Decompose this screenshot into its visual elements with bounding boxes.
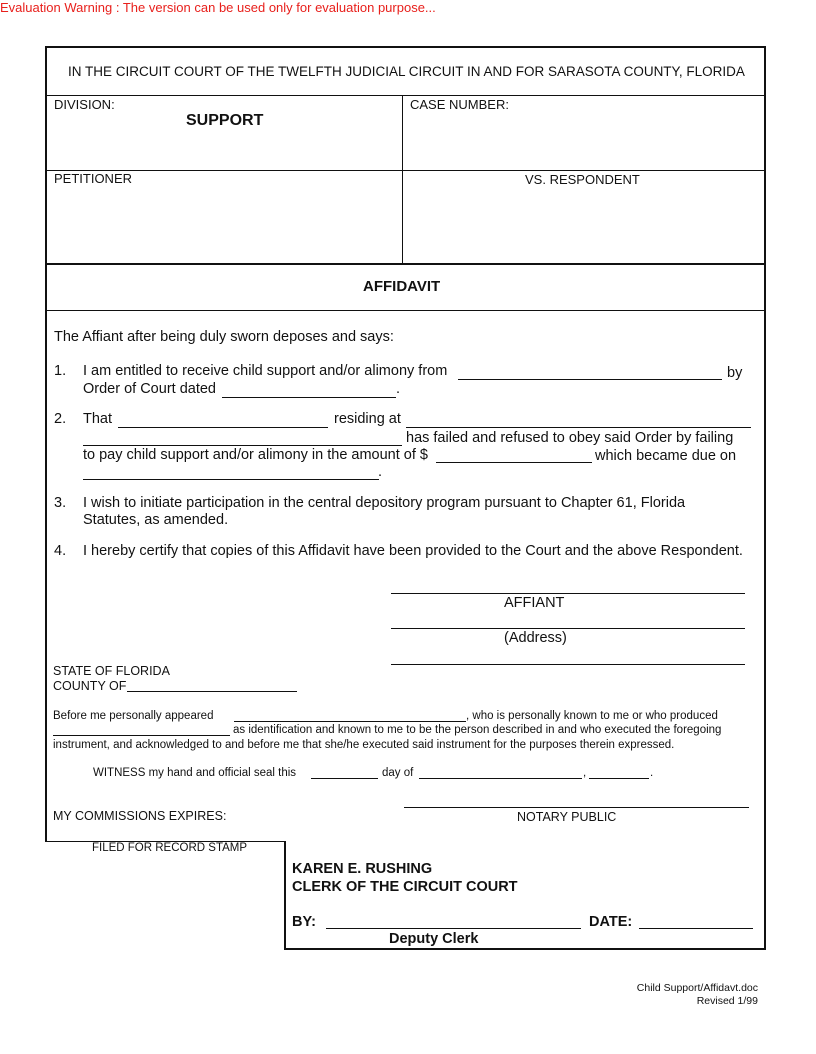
- state-label: STATE OF FLORIDA: [53, 664, 170, 678]
- intro-text: The Affiant after being duly sworn deposes and says:: [54, 329, 394, 345]
- division-label: DIVISION:: [54, 97, 115, 112]
- witness-comma: ,: [583, 767, 587, 779]
- notary-known: , who is personally known to me or who produced: [466, 710, 718, 722]
- item-2-number: 2.: [54, 411, 67, 427]
- by-label: BY:: [292, 914, 316, 930]
- due-date-blank[interactable]: [83, 479, 379, 480]
- notary-instrument: instrument, and acknowledged to and before me that she/he executed said instrument for the purposes therein expressed.: [53, 739, 675, 751]
- item-1-text: I am entitled to receive child support and/or alimony from: [83, 363, 448, 379]
- address-line-1[interactable]: [391, 628, 745, 629]
- item-3-text-2: Statutes, as amended.: [83, 512, 229, 528]
- notary-appeared: Before me personally appeared: [53, 710, 214, 722]
- item-1-by: by: [727, 365, 743, 381]
- item-1-number: 1.: [54, 363, 67, 379]
- case-number-label: CASE NUMBER:: [410, 97, 509, 112]
- county-label: COUNTY OF: [53, 679, 127, 693]
- appeared-name-blank[interactable]: [234, 721, 466, 722]
- date-label: DATE:: [589, 914, 633, 930]
- deputy-signature-line[interactable]: [326, 928, 581, 929]
- witness-text: WITNESS my hand and official seal this: [93, 767, 297, 779]
- division-value: SUPPORT: [186, 112, 264, 129]
- petitioner-label: PETITIONER: [54, 171, 133, 186]
- clerk-title: CLERK OF THE CIRCUIT COURT: [292, 879, 518, 895]
- notary-signature-line[interactable]: [404, 807, 749, 808]
- order-date-blank[interactable]: [222, 397, 396, 398]
- amount-blank[interactable]: [436, 462, 592, 463]
- item-1-period: .: [396, 381, 401, 397]
- affiant-signature-line[interactable]: [391, 593, 745, 594]
- item-3-text: I wish to initiate participation in the central depository program pursuant to Chapter 61, Florida: [83, 495, 686, 511]
- item-2-failed: has failed and refused to obey said Order by failing: [406, 430, 734, 446]
- item-2-amount-text: to pay child support and/or alimony in the amount of $: [83, 447, 428, 463]
- evaluation-warning: Evaluation Warning : The version can be used only for evaluation purpose...: [0, 0, 436, 15]
- address-blank-2[interactable]: [83, 445, 402, 446]
- respondent-name-blank[interactable]: [118, 427, 328, 428]
- year-blank[interactable]: [589, 778, 649, 779]
- deputy-clerk-label: Deputy Clerk: [389, 931, 479, 947]
- item-2-period: .: [378, 464, 383, 480]
- clerk-name: KAREN E. RUSHING: [292, 861, 433, 877]
- item-2-that: That: [83, 411, 113, 427]
- address-label: (Address): [504, 630, 567, 646]
- item-4-number: 4.: [54, 543, 67, 559]
- notary-public-label: NOTARY PUBLIC: [517, 810, 617, 824]
- respondent-label: VS. RESPONDENT: [525, 172, 640, 187]
- notary-identification: as identification and known to me to be the person described in and who executed the foregoing: [233, 724, 722, 736]
- item-1-order-text: Order of Court dated: [83, 381, 216, 397]
- address-blank-1[interactable]: [406, 427, 751, 428]
- affidavit-title: AFFIDAVIT: [363, 278, 441, 295]
- commission-label: MY COMMISSIONS EXPIRES:: [53, 809, 227, 823]
- footer-revised: Revised 1/99: [696, 995, 758, 1007]
- item-4-text: I hereby certify that copies of this Affidavit have been provided to the Court and the above Respondent.: [83, 543, 743, 559]
- stamp-label: FILED FOR RECORD STAMP: [92, 842, 248, 854]
- day-of-label: day of: [382, 767, 414, 779]
- day-blank[interactable]: [311, 778, 378, 779]
- witness-period: .: [650, 767, 654, 779]
- affiant-label: AFFIANT: [504, 595, 565, 611]
- payer-blank[interactable]: [458, 379, 722, 380]
- item-2-due: which became due on: [595, 448, 737, 464]
- identification-blank[interactable]: [53, 735, 230, 736]
- item-3-number: 3.: [54, 495, 67, 511]
- clerk-date-line[interactable]: [639, 928, 753, 929]
- month-blank[interactable]: [419, 778, 582, 779]
- address-line-2[interactable]: [391, 664, 745, 665]
- court-header: IN THE CIRCUIT COURT OF THE TWELFTH JUDICIAL CIRCUIT IN AND FOR SARASOTA COUNTY, FLORIDA: [68, 64, 745, 79]
- county-blank[interactable]: [127, 691, 297, 692]
- item-2-residing: residing at: [334, 411, 401, 427]
- footer-doc: Child Support/Affidavt.doc: [636, 982, 758, 994]
